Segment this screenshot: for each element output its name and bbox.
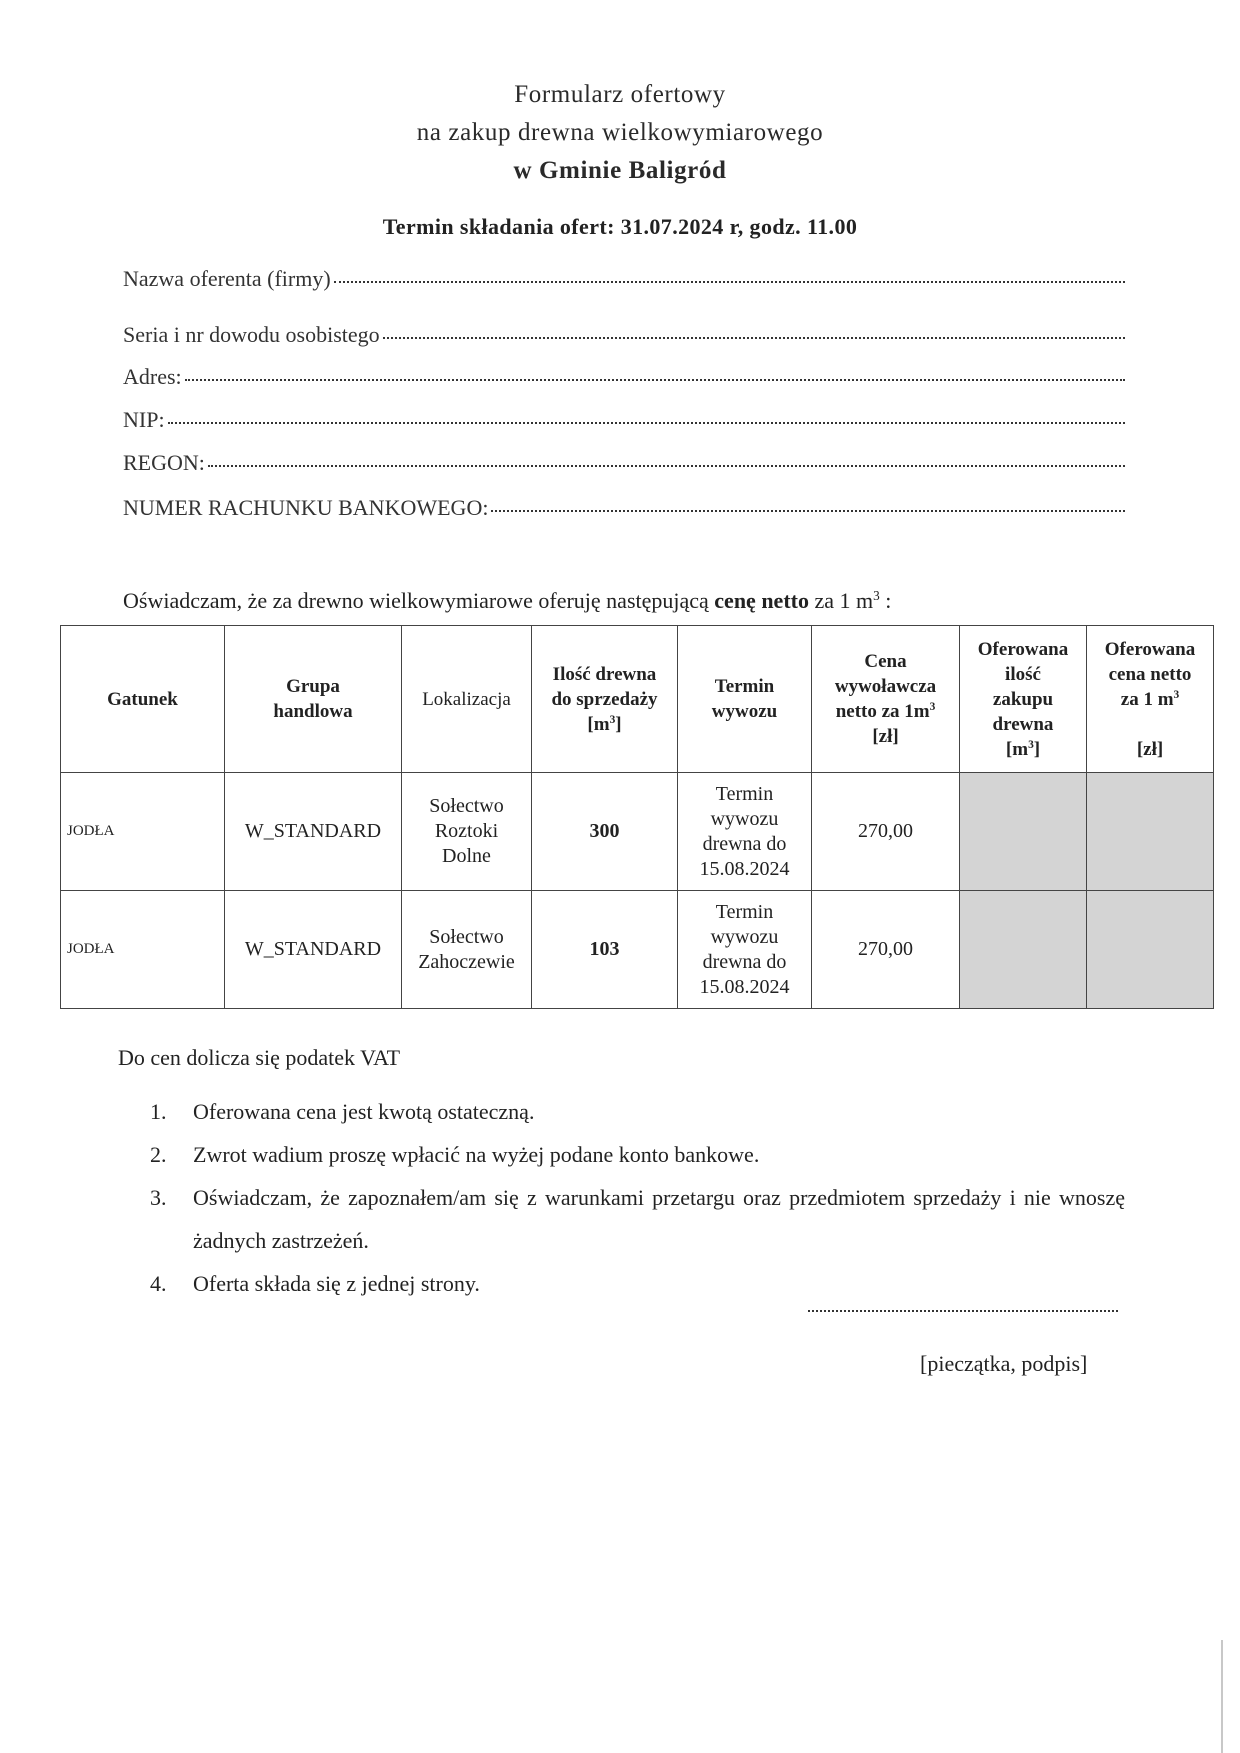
- title-line-1: Formularz ofertowy: [514, 81, 726, 108]
- address-field[interactable]: [123, 364, 1125, 390]
- list-item-text: Zwrot wadium proszę wpłacić na wyżej podane konto bankowe.: [193, 1142, 760, 1167]
- offer-table: [60, 625, 1214, 1009]
- nip-label: NIP:: [123, 407, 165, 432]
- conditions-list: [150, 1090, 1125, 1305]
- nip-field[interactable]: [123, 407, 1125, 433]
- list-item-text: Oferta składa się z jednej strony.: [193, 1271, 480, 1296]
- declaration-net-price: cenę netto: [714, 588, 809, 613]
- row-location: Sołectwo Zahoczewie: [402, 891, 532, 1009]
- header-offered-price: Oferowana cena netto za 1 $m^3$ [zł]: [1087, 626, 1214, 773]
- scan-edge-line: [1221, 1640, 1223, 1753]
- row-trade-group: W_STANDARD: [225, 773, 402, 891]
- submission-deadline: Termin składania ofert: 31.07.2024 r, godz. 11.00: [382, 214, 858, 239]
- regon-input-line[interactable]: [208, 465, 1125, 467]
- id-card-input-line[interactable]: [383, 337, 1125, 339]
- row-species: JODŁA: [61, 891, 225, 1009]
- bidder-name-label: Nazwa oferenta (firmy): [123, 266, 331, 291]
- declaration-colon: :: [879, 588, 892, 613]
- address-label: Adres:: [123, 364, 182, 389]
- regon-label: REGON:: [123, 450, 205, 475]
- row-removal-term: Termin wywozu drewna do 15.08.2024: [678, 891, 812, 1009]
- title-line-3: w Gminie Baligród: [513, 157, 727, 184]
- regon-field[interactable]: [123, 450, 1125, 476]
- header-species: Gatunek: [61, 626, 225, 773]
- bidder-name-field[interactable]: [123, 266, 1125, 292]
- header-starting-price: Cena wywoławcza netto za $1m^3$ [zł]: [812, 626, 960, 773]
- title-line-2: na zakup drewna wielkowymiarowego: [416, 119, 824, 146]
- row-trade-group: W_STANDARD: [225, 891, 402, 1009]
- list-item: [150, 1262, 1125, 1305]
- bank-account-field[interactable]: [123, 495, 1125, 521]
- list-item: [150, 1133, 1125, 1176]
- row-location: Sołectwo Roztoki Dolne: [402, 773, 532, 891]
- form-title: [0, 76, 1240, 190]
- list-item-number: 4.: [150, 1271, 167, 1296]
- header-trade-group: Grupa handlowa: [225, 626, 402, 773]
- list-item-text: Oświadczam, że zapoznałem/am się z warunkami przetargu oraz przedmiotem sprzedaży i nie wnoszę żadnych zastrzeżeń.: [193, 1185, 1125, 1253]
- list-item-number: 3.: [150, 1185, 167, 1210]
- row-quantity: 300: [532, 773, 678, 891]
- declaration-text-start: Oświadczam, że za drewno wielkowymiarowe oferuję następującą: [123, 588, 715, 613]
- bidder-name-input-line[interactable]: [334, 281, 1125, 283]
- id-card-field[interactable]: [123, 322, 1125, 348]
- price-declaration: [123, 588, 891, 614]
- row-offered-quantity-input[interactable]: [960, 773, 1087, 891]
- header-quantity: Ilość drewna do sprzedaży $[m^3]$: [532, 626, 678, 773]
- table-row: [61, 891, 1214, 1009]
- bank-account-label: NUMER RACHUNKU BANKOWEGO:: [123, 495, 489, 520]
- list-item-number: 1.: [150, 1099, 167, 1124]
- row-quantity: 103: [532, 891, 678, 1009]
- vat-note: Do cen dolicza się podatek VAT: [118, 1045, 401, 1070]
- table-header-row: [61, 626, 1214, 773]
- list-item-text: Oferowana cena jest kwotą ostateczną.: [193, 1099, 535, 1124]
- header-location: Lokalizacja: [402, 626, 532, 773]
- header-offered-quantity: Oferowana ilość zakupu drewna $[m^3]$: [960, 626, 1087, 773]
- bank-account-input-line[interactable]: [491, 510, 1125, 512]
- list-item-number: 2.: [150, 1142, 167, 1167]
- row-offered-quantity-input[interactable]: [960, 891, 1087, 1009]
- declaration-unit-exponent: 3: [873, 588, 880, 604]
- address-input-line[interactable]: [185, 379, 1125, 381]
- id-card-label: Seria i nr dowodu osobistego: [123, 322, 380, 347]
- declaration-unit: za 1 m: [808, 588, 874, 613]
- row-removal-term: Termin wywozu drewna do 15.08.2024: [678, 773, 812, 891]
- row-offered-price-input[interactable]: [1087, 891, 1214, 1009]
- row-starting-price: 270,00: [812, 773, 960, 891]
- signature-line[interactable]: [808, 1310, 1118, 1312]
- row-species: JODŁA: [61, 773, 225, 891]
- nip-input-line[interactable]: [168, 422, 1125, 424]
- table-row: [61, 773, 1214, 891]
- header-removal-term: Termin wywozu: [678, 626, 812, 773]
- row-starting-price: 270,00: [812, 891, 960, 1009]
- list-item: [150, 1090, 1125, 1133]
- list-item: [150, 1176, 1125, 1262]
- row-offered-price-input[interactable]: [1087, 773, 1214, 891]
- signature-label: [pieczątka, podpis]: [920, 1351, 1088, 1376]
